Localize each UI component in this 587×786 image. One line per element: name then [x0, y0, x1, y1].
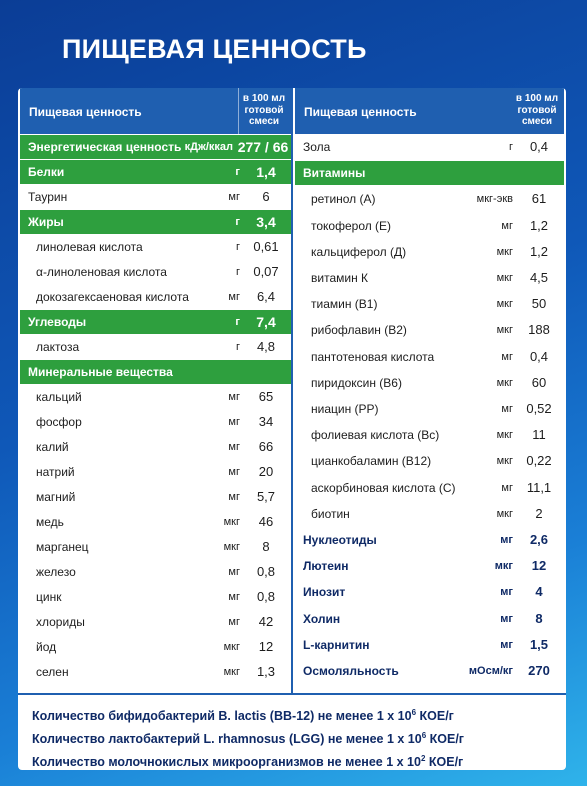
row-value: 12 [531, 558, 547, 574]
row-name: Нуклеотиды [303, 533, 377, 547]
table-row [295, 266, 564, 290]
row-value: 188 [528, 322, 550, 338]
row-value: 5,7 [256, 489, 276, 504]
row-value: 3,4 [256, 214, 276, 230]
row-unit: кДж/ккал [184, 141, 233, 153]
row-unit: мг [228, 616, 240, 628]
page-title: ПИЩЕВАЯ ЦЕННОСТЬ [62, 34, 367, 64]
row-value: 1,3 [256, 664, 276, 679]
row-name: Зола [303, 140, 331, 154]
row-name: кальциферол (Д) [311, 244, 407, 259]
row-unit: мг [501, 219, 513, 232]
row-name: Энергетическая ценность [28, 140, 182, 154]
right-header-per-3: смеси [521, 116, 553, 127]
note-suffix: КОЕ/г [416, 709, 454, 724]
table-row [20, 360, 291, 384]
table-row [20, 660, 291, 684]
row-unit: мкг [496, 429, 513, 442]
row-unit: мОсм/кг [468, 665, 513, 677]
row-name: хлориды [36, 615, 85, 629]
table-row [295, 161, 564, 185]
row-value: 0,4 [529, 139, 549, 154]
row-unit: мг [228, 416, 240, 428]
row-name: Осмоляльность [303, 664, 399, 678]
row-name: селен [36, 665, 69, 679]
note-bifidobacteria [32, 703, 557, 726]
right-column [295, 88, 564, 695]
row-name: Лютеин [303, 559, 349, 574]
row-unit: мг [500, 612, 513, 625]
row-unit: мг [501, 350, 513, 363]
row-name: тиамин (В1) [311, 297, 378, 312]
table-row [295, 528, 564, 552]
table-row [20, 235, 291, 259]
row-value: 8 [262, 539, 270, 554]
table-row [295, 397, 564, 421]
left-header-divider [238, 88, 239, 134]
table-row [295, 580, 564, 604]
table-row [20, 535, 291, 559]
row-value: 270 [528, 663, 550, 678]
row-unit: г [235, 216, 240, 228]
row-name: Белки [28, 165, 65, 179]
row-name: марганец [36, 540, 89, 554]
table-row [20, 460, 291, 484]
row-value: 0,8 [256, 589, 276, 604]
row-unit: мкг [496, 272, 513, 284]
row-value: 46 [258, 514, 274, 529]
row-unit: мкг [223, 516, 240, 528]
row-value: 1,2 [529, 217, 549, 233]
table-row [20, 185, 291, 209]
row-value: 42 [258, 614, 274, 629]
row-value: 34 [258, 414, 274, 429]
row-value: 11,1 [526, 479, 552, 495]
table-row [20, 435, 291, 459]
row-unit: мкг [494, 560, 513, 573]
row-unit: мкг [496, 507, 513, 520]
row-value: 0,4 [529, 348, 549, 364]
row-name: магний [36, 490, 76, 504]
left-header-per-1: в 100 мл [242, 93, 286, 104]
row-value: 2 [535, 505, 543, 521]
row-unit: г [235, 341, 240, 353]
note-lactic-microorganisms [32, 749, 557, 770]
left-table-header [20, 88, 291, 134]
row-name: калий [36, 440, 69, 454]
row-name: токоферол (Е) [311, 218, 392, 233]
probiotics-notes [32, 703, 557, 770]
table-row [20, 335, 291, 359]
left-header-per-3: смеси [248, 116, 280, 127]
row-name: биотин [311, 506, 350, 521]
row-name: йод [36, 640, 57, 654]
row-value: 1,4 [256, 164, 276, 180]
note-suffix: КОЕ/г [425, 755, 464, 770]
table-row [20, 310, 291, 334]
row-unit: мг [228, 441, 240, 453]
table-row [295, 476, 564, 500]
table-row [20, 635, 291, 659]
row-value: 61 [531, 191, 547, 207]
row-unit: г [235, 241, 240, 253]
row-unit: мг [228, 491, 240, 503]
row-unit: мг [500, 586, 513, 599]
row-unit: мкг [496, 455, 513, 468]
row-unit: мкг [223, 666, 240, 678]
row-value: 1,2 [529, 243, 549, 259]
row-unit: мг [501, 481, 513, 494]
row-name: ниацин (РР) [311, 402, 379, 416]
row-value: 20 [258, 464, 274, 479]
table-row [20, 610, 291, 634]
table-bottom-rule [18, 693, 566, 695]
left-column [20, 88, 291, 695]
note-lactobacilli [32, 726, 557, 749]
row-value: 50 [531, 296, 547, 312]
row-unit: мг [228, 291, 240, 303]
row-unit: мкг-экв [476, 193, 513, 206]
right-header-label: Пищевая ценность [304, 105, 417, 119]
note-text: Количество бифидобактерий B. lactis (BB-12) не менее 1 х 10 [32, 709, 412, 724]
row-value: 0,61 [253, 239, 279, 254]
table-row [295, 292, 564, 316]
table-row [20, 385, 291, 409]
row-value: 60 [531, 374, 547, 390]
row-value: 65 [258, 389, 274, 404]
row-value: 4,5 [529, 270, 549, 285]
row-unit: г [508, 141, 513, 153]
note-suffix: КОЕ/г [426, 732, 465, 747]
row-unit: мкг [223, 541, 240, 553]
row-unit: г [235, 266, 240, 278]
row-name: Витамины [303, 166, 366, 181]
right-header-per [512, 93, 562, 128]
row-value: 8 [535, 610, 543, 626]
row-name: ретинол (А) [311, 192, 376, 207]
row-unit: мг [228, 391, 240, 403]
table-row [20, 135, 291, 159]
row-value: 0,8 [256, 564, 276, 579]
left-header-per [239, 93, 289, 128]
table-row [295, 345, 564, 369]
row-unit: г [235, 316, 240, 328]
row-name: аскорбиновая кислота (С) [311, 480, 456, 495]
row-unit: мкг [223, 641, 240, 653]
row-value: 4 [535, 584, 543, 600]
row-name: железо [36, 565, 76, 579]
row-name: Углеводы [28, 315, 87, 329]
row-name: Минеральные вещества [28, 365, 173, 379]
row-unit: мг [500, 534, 513, 546]
row-unit: мкг [496, 324, 513, 337]
row-name: фолиевая кислота (Вс) [311, 428, 440, 443]
table-row [20, 560, 291, 584]
table-row [20, 485, 291, 509]
row-value: 6 [262, 189, 270, 204]
table-row [20, 510, 291, 534]
row-unit: мг [228, 591, 240, 603]
row-name: медь [36, 515, 64, 529]
row-unit: мг [228, 466, 240, 478]
note-text: Количество лактобактерий L. rhamnosus (LGG) не менее 1 х 10 [32, 732, 422, 747]
table-row [20, 410, 291, 434]
row-unit: мг [228, 566, 240, 578]
row-value: 0,22 [526, 453, 552, 469]
row-value: 66 [258, 439, 274, 454]
table-row [295, 554, 564, 578]
row-name: фосфор [36, 415, 82, 429]
row-unit: мг [228, 191, 240, 203]
right-header-per-2: готовой [517, 104, 557, 116]
table-row [20, 210, 291, 234]
row-value: 7,4 [256, 314, 276, 330]
table-row [295, 318, 564, 342]
nutrition-table-panel [18, 88, 566, 770]
table-row [20, 285, 291, 309]
left-header-per-2: готовой [244, 104, 284, 116]
table-row [20, 260, 291, 284]
right-header-per-1: в 100 мл [515, 93, 559, 104]
column-divider [291, 88, 293, 695]
table-row [295, 187, 564, 211]
row-name: L-карнитин [303, 637, 370, 652]
row-unit: г [235, 166, 240, 178]
table-row [295, 240, 564, 264]
table-row [20, 585, 291, 609]
note-exponent: 2 [420, 754, 426, 764]
row-name: α-линоленовая кислота [36, 265, 167, 279]
row-value: 4,8 [256, 339, 276, 354]
row-name: цинк [36, 590, 62, 604]
row-name: пантотеновая кислота [311, 349, 435, 364]
row-value: 1,5 [529, 636, 549, 652]
note-exponent: 6 [421, 731, 427, 741]
row-name: докозагексаеновая кислота [36, 290, 189, 304]
table-row [295, 607, 564, 631]
table-row [20, 160, 291, 184]
row-name: Жиры [28, 215, 64, 229]
table-row [295, 659, 564, 683]
note-text: Количество молочнокислых микроорганизмов не менее 1 х 10 [32, 755, 421, 770]
row-name: кальций [36, 390, 82, 404]
row-name: Инозит [303, 585, 346, 600]
row-value: 277 / 66 [237, 139, 289, 155]
row-unit: мг [501, 403, 513, 415]
row-name: лактоза [36, 340, 80, 354]
table-row [295, 214, 564, 238]
row-value: 2,6 [529, 532, 549, 547]
row-value: 6,4 [256, 289, 276, 304]
row-value: 12 [258, 639, 274, 654]
row-name: Таурин [28, 190, 68, 204]
table-row [295, 135, 564, 159]
row-name: рибофлавин (В2) [311, 323, 407, 338]
left-header-label: Пищевая ценность [29, 105, 142, 119]
row-name: пиридоксин (В6) [311, 375, 402, 390]
row-unit: мг [500, 638, 513, 651]
row-name: натрий [36, 465, 75, 479]
right-table-header [295, 88, 564, 134]
table-row [295, 502, 564, 526]
row-unit: мкг [496, 376, 513, 389]
row-value: 11 [532, 427, 546, 443]
row-unit: мкг [496, 245, 513, 258]
row-unit: мкг [496, 298, 513, 311]
row-value: 0,07 [253, 264, 279, 279]
table-row [295, 423, 564, 447]
table-row [295, 371, 564, 395]
row-name: линолевая кислота [36, 240, 143, 254]
note-exponent: 6 [411, 708, 417, 717]
row-name: Холин [303, 611, 341, 626]
row-name: витамин К [311, 271, 369, 285]
row-name: цианкобаламин (В12) [311, 454, 432, 469]
table-row [295, 633, 564, 657]
row-value: 0,52 [526, 401, 552, 416]
table-row [295, 449, 564, 473]
